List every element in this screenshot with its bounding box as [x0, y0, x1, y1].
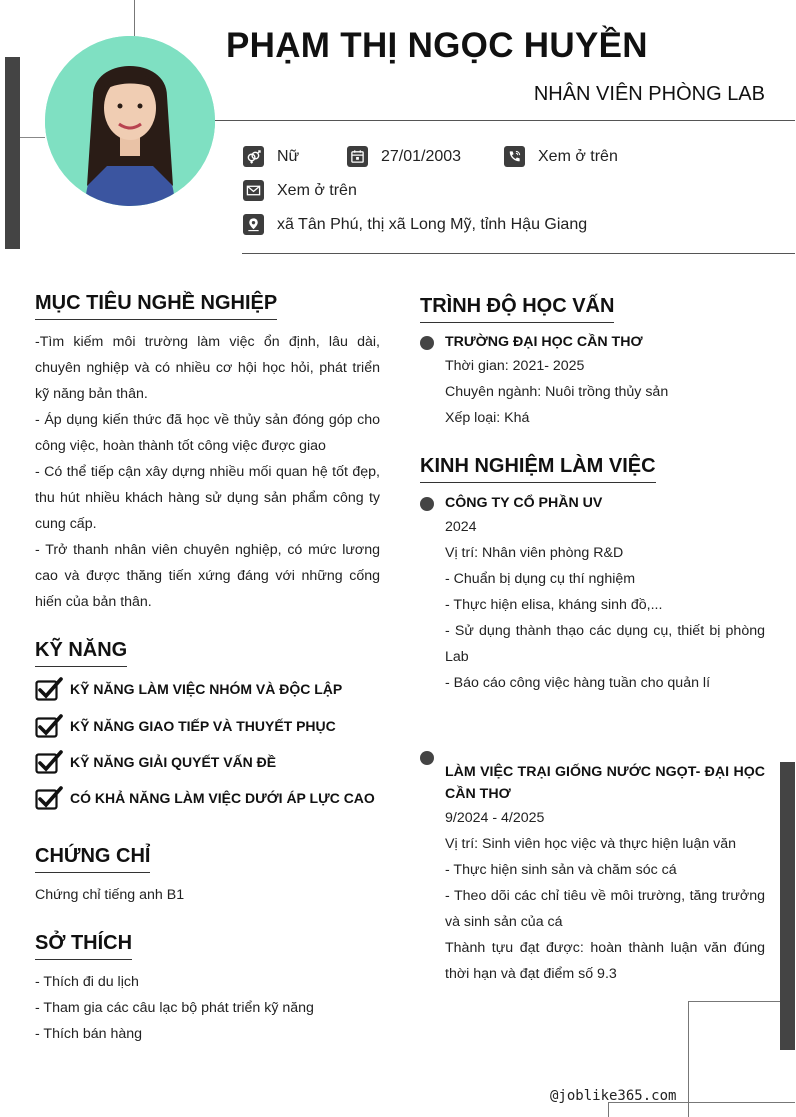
bullet-dot — [420, 751, 434, 765]
decor-line — [688, 1001, 780, 1002]
experience-title: KINH NGHIỆM LÀM VIỆC — [420, 455, 656, 483]
hobby-item: - Thích bán hàng — [35, 1026, 143, 1042]
certificates-title: CHỨNG CHỈ — [35, 845, 150, 873]
skill-item — [35, 714, 336, 738]
left-accent-bar — [5, 57, 20, 249]
education-rank: Xếp loại: Khá — [445, 410, 530, 426]
company-name: CÔNG TY CỔ PHẦN UV — [445, 495, 603, 511]
address-row — [243, 214, 587, 235]
gender-icon — [243, 146, 264, 167]
job-line: - Sử dụng thành thạo các dụng cụ, thiết bị phòng Lab — [445, 623, 765, 665]
email-value: Xem ở trên — [277, 181, 357, 199]
candidate-name: PHẠM THỊ NGỌC HUYỀN — [226, 26, 648, 65]
job-line: Thành tựu đạt được: hoàn thành luận văn đúng thời hạn và đạt điểm số 9.3 — [445, 940, 765, 982]
address-value: xã Tân Phú, thị xã Long Mỹ, tỉnh Hậu Giang — [277, 215, 588, 233]
skill-label: CÓ KHẢ NĂNG LÀM VIỆC DƯỚI ÁP LỰC CAO — [70, 790, 375, 806]
objective-title: MỤC TIÊU NGHỀ NGHIỆP — [35, 292, 277, 320]
job-line: - Thực hiện sinh sản và chăm sóc cá — [445, 862, 677, 878]
calendar-icon — [347, 146, 368, 167]
decor-line — [20, 137, 45, 138]
certificate-item: Chứng chỉ tiếng anh B1 — [35, 887, 185, 903]
checkbox-checked-icon — [35, 714, 63, 738]
hobby-item: - Thích đi du lịch — [35, 974, 139, 990]
school-name: TRƯỜNG ĐẠI HỌC CẦN THƠ — [445, 334, 643, 350]
checkbox-checked-icon — [35, 750, 63, 774]
phone-icon — [504, 146, 525, 167]
email-icon — [243, 180, 264, 201]
decor-line — [688, 1001, 689, 1117]
hobbies-title: SỞ THÍCH — [35, 932, 132, 960]
job-period: 9/2024 - 4/2025 — [445, 810, 545, 826]
skills-title: KỸ NĂNG — [35, 639, 127, 667]
education-time: Thời gian: 2021- 2025 — [445, 358, 585, 374]
location-pin-icon — [243, 214, 264, 235]
certificates-list — [35, 882, 380, 908]
decor-line — [134, 0, 135, 36]
skill-label: KỸ NĂNG LÀM VIỆC NHÓM VÀ ĐỘC LẬP — [70, 681, 343, 697]
checkbox-checked-icon — [35, 786, 63, 810]
header-divider — [215, 120, 795, 121]
header-divider-bottom — [242, 253, 795, 254]
job-line: - Báo cáo công việc hàng tuần cho quản lí — [445, 675, 711, 691]
decor-line — [608, 1102, 609, 1117]
hobbies-list — [35, 969, 380, 1047]
gender-value: Nữ — [277, 147, 300, 165]
phone-value: Xem ở trên — [538, 147, 618, 165]
right-accent-bar — [780, 762, 795, 1050]
education-major: Chuyên ngành: Nuôi trồng thủy sản — [445, 384, 669, 400]
bullet-dot — [420, 497, 434, 511]
objective-line: - Trở thanh nhân viên chuyên nghiệp, có mức lương cao và được thăng tiến xứng đáng với những cống hiến của bản thân. — [35, 542, 380, 610]
education-title: TRÌNH ĐỘ HỌC VẤN — [420, 295, 614, 323]
birthday-value: 27/01/2003 — [381, 147, 462, 165]
experience-entry — [445, 492, 765, 696]
objective-line: -Tìm kiếm môi trường làm việc ổn định, lâu dài, chuyên nghiệp và có nhiều cơ hội học hỏi, phát triển kỹ năng bản thân. — [35, 334, 380, 402]
job-title: NHÂN VIÊN PHÒNG LAB — [533, 83, 765, 105]
job-line: Vị trí: Sinh viên học việc và thực hiện luận văn — [445, 836, 737, 852]
education-entry — [445, 331, 765, 431]
objective-line: - Áp dụng kiến thức đã học về thủy sản đóng góp cho công việc, hoàn thành tốt công việc được giao — [35, 412, 380, 454]
objective-text — [35, 329, 380, 615]
job-line: - Theo dõi các chỉ tiêu về môi trường, tăng trưởng và sinh sản của cá — [445, 888, 765, 930]
company-name: LÀM VIỆC TRẠI GIỐNG NƯỚC NGỌT- ĐẠI HỌC CẦN THƠ — [445, 764, 765, 802]
bullet-dot — [420, 336, 434, 350]
email-row — [243, 180, 357, 201]
phone-row — [504, 146, 618, 167]
skill-item — [35, 786, 375, 810]
watermark: @joblike365.com — [550, 1088, 677, 1104]
birthday-row — [347, 146, 461, 167]
skill-item — [35, 750, 276, 774]
experience-entry — [445, 761, 765, 987]
objective-line: - Có thể tiếp cận xây dựng nhiều mối quan hệ tốt đẹp, thu hút nhiều khách hàng sử dụng sản phẩm công ty cung cấp. — [35, 464, 380, 532]
checkbox-checked-icon — [35, 677, 63, 701]
skill-label: KỸ NĂNG GIAO TIẾP VÀ THUYẾT PHỤC — [70, 718, 336, 734]
job-period: 2024 — [445, 519, 477, 535]
avatar — [45, 36, 215, 206]
hobby-item: - Tham gia các câu lạc bộ phát triển kỹ năng — [35, 1000, 314, 1016]
skill-label: KỸ NĂNG GIẢI QUYẾT VẤN ĐỀ — [70, 754, 277, 770]
job-line: - Chuẩn bị dụng cụ thí nghiệm — [445, 571, 636, 587]
skill-item — [35, 677, 342, 701]
job-line: - Thực hiện elisa, kháng sinh đồ,... — [445, 597, 663, 613]
job-line: Vị trí: Nhân viên phòng R&D — [445, 545, 624, 561]
gender-row — [243, 146, 299, 167]
